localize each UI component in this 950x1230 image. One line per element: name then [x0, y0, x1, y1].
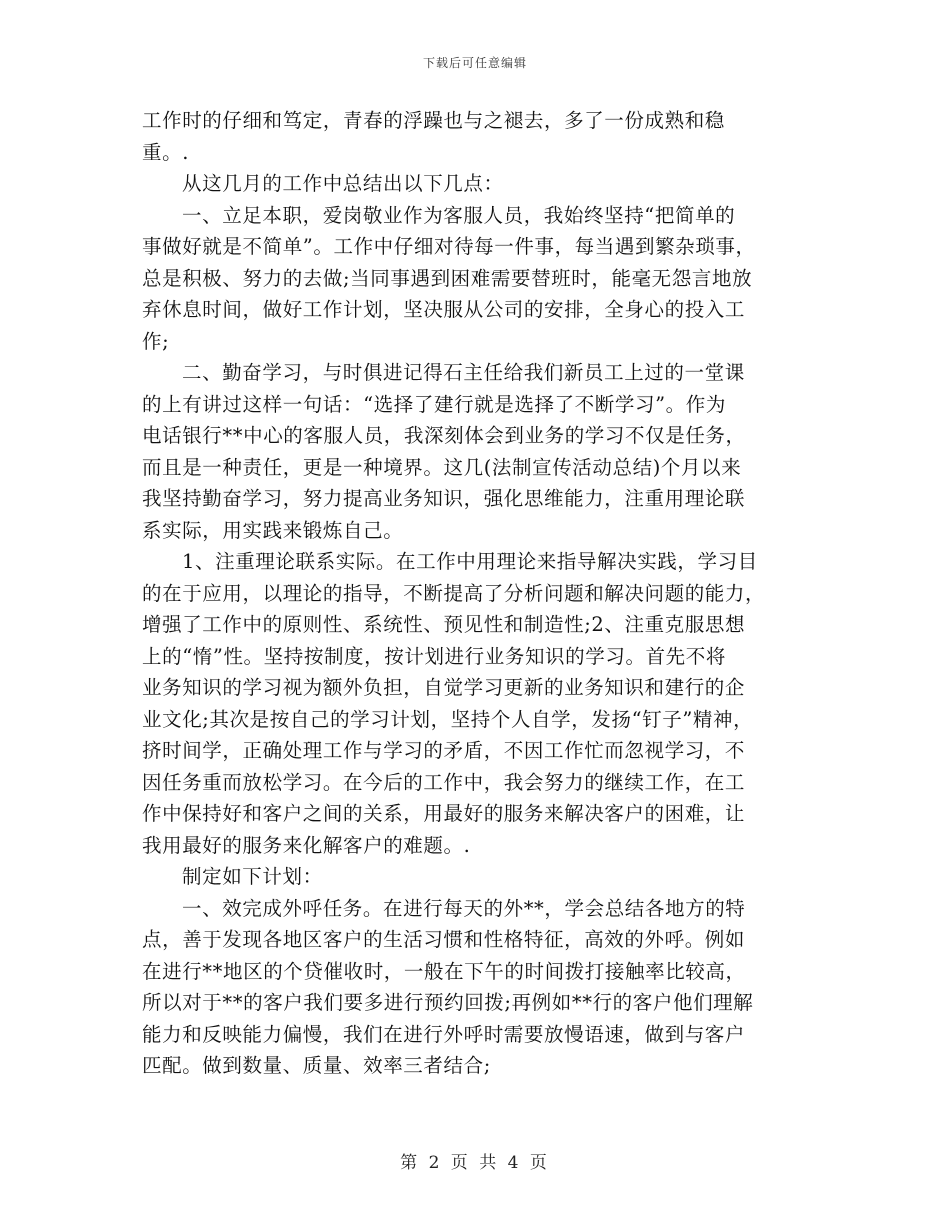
- text-line: 我坚持勤奋学习，努力提高业务知识，强化思维能力，注重用理论联: [142, 487, 746, 510]
- text-line: 的在于应用，以理论的指导，不断提高了分析问题和解决问题的能力，: [142, 581, 766, 605]
- text-line: 的上有讲过这样一句话：“选择了建行就是选择了不断学习”。作为: [142, 392, 726, 416]
- text-line: 增强了工作中的原则性、系统性、预见性和制造性;2、注重克服思想: [142, 613, 746, 636]
- text-line: 挤时间学，正确处理工作与学习的矛盾，不因工作忙而忽视学习，不: [142, 739, 746, 762]
- text-line: 作中保持好和客户之间的关系，用最好的服务来解决客户的困难，让: [142, 802, 746, 825]
- text-line: 电话银行**中心的客服人员，我深刻体会到业务的学习不仅是任务，: [142, 424, 746, 447]
- document-body: [142, 105, 812, 1082]
- text-line: 总是积极、努力的去做;当同事遇到困难需要替班时，能毫无怨言地放: [142, 266, 753, 290]
- text-line: 一、立足本职，爱岗敬业作为客服人员，我始终坚持“把简单的: [182, 203, 736, 227]
- text-line: 工作时的仔细和笃定，青春的浮躁也与之褪去，多了一份成熟和稳: [142, 109, 725, 132]
- text-line: 业务知识的学习视为额外负担，自觉学习更新的业务知识和建行的企: [142, 676, 746, 699]
- text-line: 一、效完成外呼任务。在进行每天的外**，学会总结各地方的特: [182, 896, 746, 920]
- text-line: 上的“惰”性。坚持按制度，按计划进行业务知识的学习。首先不将: [142, 644, 726, 668]
- text-line: 点，善于发现各地区客户的生活习惯和性格特征，高效的外呼。例如: [142, 928, 746, 951]
- text-line: 而且是一种责任，更是一种境界。这几(法制宣传活动总结)个月以来: [142, 455, 742, 479]
- text-line: 在进行**地区的个贷催收时，一般在下午的时间拨打接触率比较高，: [142, 959, 746, 983]
- text-line: 事做好就是不简单”。工作中仔细对待每一件事，每当遇到繁杂琐事，: [142, 235, 756, 258]
- page-footer: 第 2 页 共 4 页: [400, 1153, 550, 1173]
- text-line: 从这几月的工作中总结出以下几点：: [182, 172, 504, 195]
- text-line: 所以对于**的客户我们要多进行预约回拨;再例如**行的客户他们理解: [142, 991, 754, 1014]
- text-line: 我用最好的服务来化解客户的难题。.: [142, 833, 471, 857]
- text-line: 能力和反映能力偏慢，我们在进行外呼时需要放慢语速，做到与客户: [142, 1022, 746, 1046]
- text-line: 作;: [142, 329, 170, 353]
- page-header: 下载后可任意编辑: [422, 56, 527, 70]
- text-line: 业文化;其次是按自己的学习计划，坚持个人自学，发扬“钉子”精神，: [142, 707, 754, 731]
- text-line: 弃休息时间，做好工作计划，坚决服从公司的安排，全身心的投入工: [142, 298, 746, 321]
- text-line: 因任务重而放松学习。在今后的工作中，我会努力的继续工作，在工: [142, 770, 746, 794]
- text-line: 1、注重理论联系实际。在工作中用理论来指导解决实践，学习目: [182, 550, 758, 573]
- text-line: 制定如下计划：: [182, 865, 323, 888]
- text-line: 匹配。做到数量、质量、效率三者结合;: [142, 1054, 491, 1077]
- text-line: 重。.: [142, 140, 189, 164]
- text-line: 二、勤奋学习，与时俱进记得石主任给我们新员工上过的一堂课: [182, 361, 745, 384]
- text-line: 系实际，用实践来锻炼自己。: [142, 518, 404, 542]
